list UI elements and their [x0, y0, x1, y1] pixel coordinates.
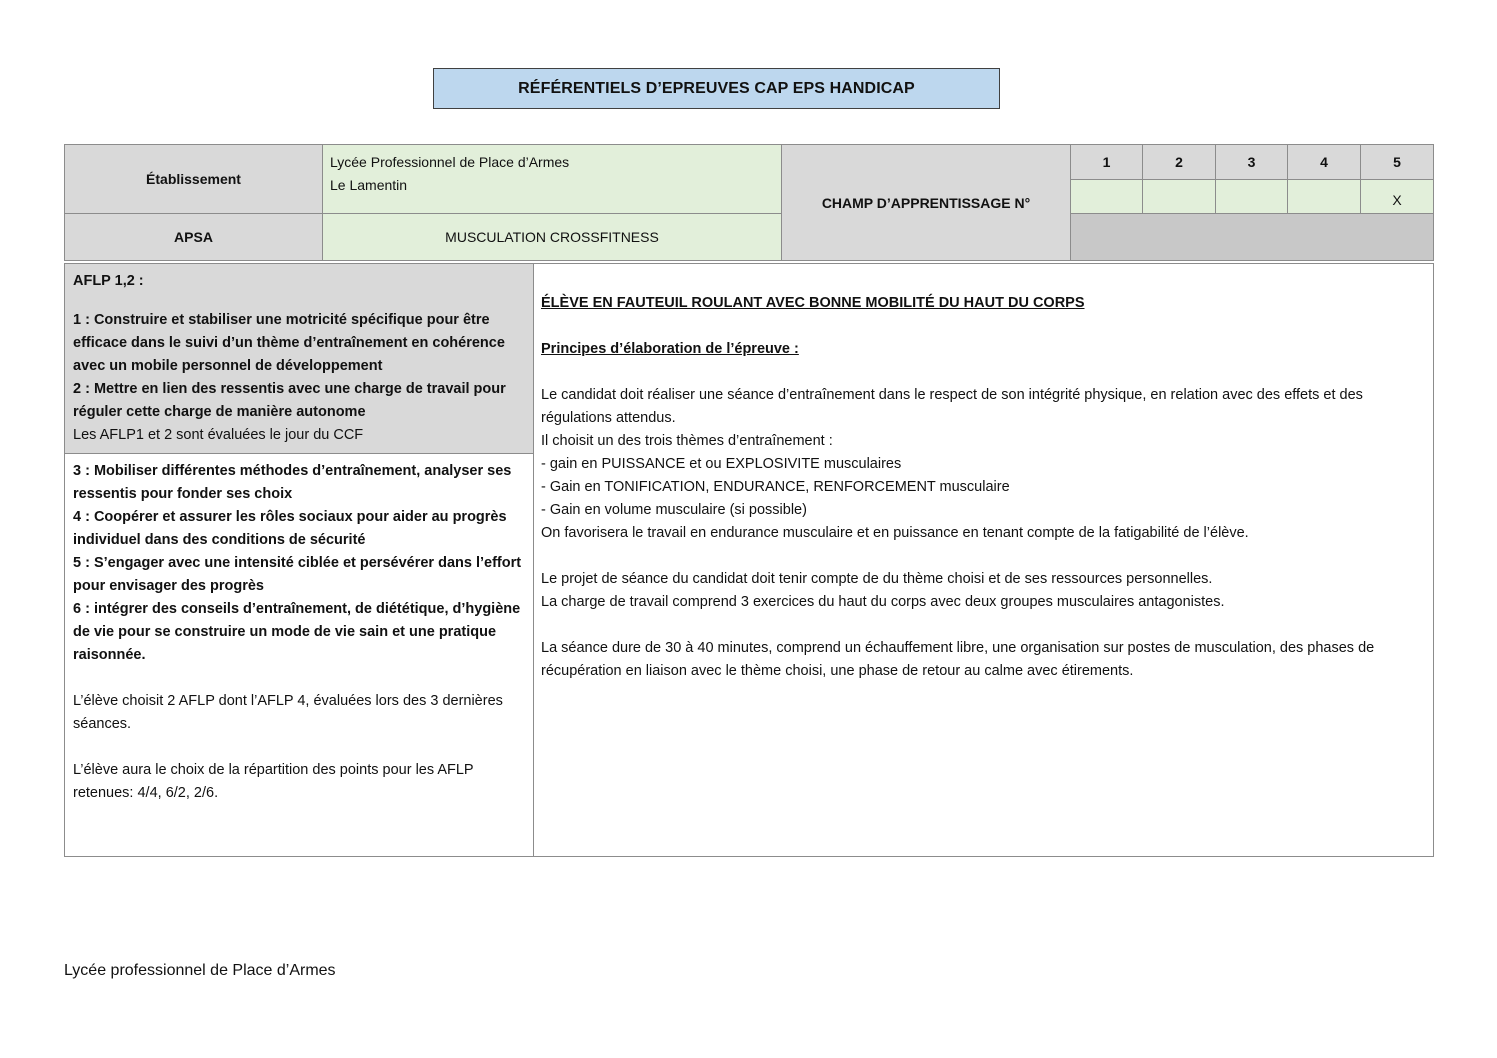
etablissement-value	[323, 145, 782, 214]
favor-note: On favorisera le travail en endurance musculaire et en puissance en tenant compte de la fatigabilité de l’élève.	[541, 525, 1249, 541]
aflp-2: 2 : Mettre en lien des ressentis avec une charge de travail pour réguler cette charge de manière autonome	[73, 381, 506, 420]
content-table	[64, 263, 1434, 857]
theme-item: - Gain en TONIFICATION, ENDURANCE, RENFORCEMENT musculaire	[541, 479, 1010, 495]
charge-note: La charge de travail comprend 3 exercices du haut du corps avec deux groupes musculaires antagonistes.	[541, 594, 1225, 610]
champ-number-4: 4	[1288, 145, 1361, 180]
champ-number-5: 5	[1361, 145, 1434, 180]
profile-heading: ÉLÈVE EN FAUTEUIL ROULANT AVEC BONNE MOBILITÉ DU HAUT DU CORPS	[541, 295, 1085, 311]
apsa-label: APSA	[65, 214, 323, 261]
page-footer: Lycée professionnel de Place d’Armes	[64, 962, 336, 979]
aflp-4: 4 : Coopérer et assurer les rôles sociaux pour aider au progrès individuel dans des conditions de sécurité	[73, 509, 507, 548]
project-note: Le projet de séance du candidat doit tenir compte de du thème choisi et de ses ressources personnelles.	[541, 571, 1213, 587]
aflp-choice-note: L’élève choisit 2 AFLP dont l’AFLP 4, évaluées lors des 3 dernières séances.	[73, 693, 503, 732]
themes-intro: Il choisit un des trois thèmes d’entraînement :	[541, 433, 833, 449]
epreuve-description-cell	[534, 264, 1434, 857]
apsa-value: MUSCULATION CROSSFITNESS	[323, 214, 782, 261]
champ-mark-3	[1216, 180, 1288, 214]
theme-item: - gain en PUISSANCE et ou EXPLOSIVITE musculaires	[541, 456, 902, 472]
champ-label: CHAMP D’APPRENTISSAGE N°	[782, 145, 1071, 261]
champ-empty-cell	[1071, 214, 1434, 261]
aflp-heading: AFLP 1,2 :	[73, 273, 144, 289]
principles-para: Le candidat doit réaliser une séance d’entraînement dans le respect de son intégrité physique, en relation avec des effets et des régulations attendus.	[541, 387, 1363, 426]
etablissement-city: Le Lamentin	[330, 177, 408, 193]
champ-number-2: 2	[1143, 145, 1216, 180]
champ-number-1: 1	[1071, 145, 1143, 180]
champ-mark-1	[1071, 180, 1143, 214]
aflp-points-note: L’élève aura le choix de la répartition des points pour les AFLP retenues: 4/4, 6/2, 2/6.	[73, 762, 474, 801]
aflp-3: 3 : Mobiliser différentes méthodes d’entraînement, analyser ses ressentis pour fonder ses choix	[73, 463, 512, 502]
aflp-6: 6 : intégrer des conseils d’entraînement, de diététique, d’hygiène de vie pour se construire un mode de vie sain et une pratique raisonnée.	[73, 601, 521, 663]
aflp-1-2-cell	[65, 264, 534, 454]
etablissement-label: Établissement	[65, 145, 323, 214]
aflp-5: 5 : S’engager avec une intensité ciblée et persévérer dans l’effort pour envisager des progrès	[73, 555, 522, 594]
champ-mark-2	[1143, 180, 1216, 214]
champ-number-3: 3	[1216, 145, 1288, 180]
aflp-1: 1 : Construire et stabiliser une motricité spécifique pour être efficace dans le suivi d’un thème d’entraînement en cohérence avec un mobile personnel de développement	[73, 312, 505, 374]
principles-heading: Principes d’élaboration de l’épreuve :	[541, 341, 799, 357]
document-title: RÉFÉRENTIELS D’EPREUVES CAP EPS HANDICAP	[433, 68, 1000, 109]
etablissement-name: Lycée Professionnel de Place d’Armes	[330, 154, 570, 170]
champ-mark-5: X	[1361, 180, 1434, 214]
theme-item: - Gain en volume musculaire (si possible)	[541, 502, 807, 518]
aflp-3-6-cell	[65, 454, 534, 857]
aflp-1-2-note: Les AFLP1 et 2 sont évaluées le jour du CCF	[73, 427, 364, 443]
header-table	[64, 144, 1434, 261]
champ-mark-4	[1288, 180, 1361, 214]
duration-note: La séance dure de 30 à 40 minutes, comprend un échauffement libre, une organisation sur postes de musculation, des phases de récupération en liaison avec le thème choisi, une phase de retour au calme avec étirements.	[541, 640, 1375, 679]
